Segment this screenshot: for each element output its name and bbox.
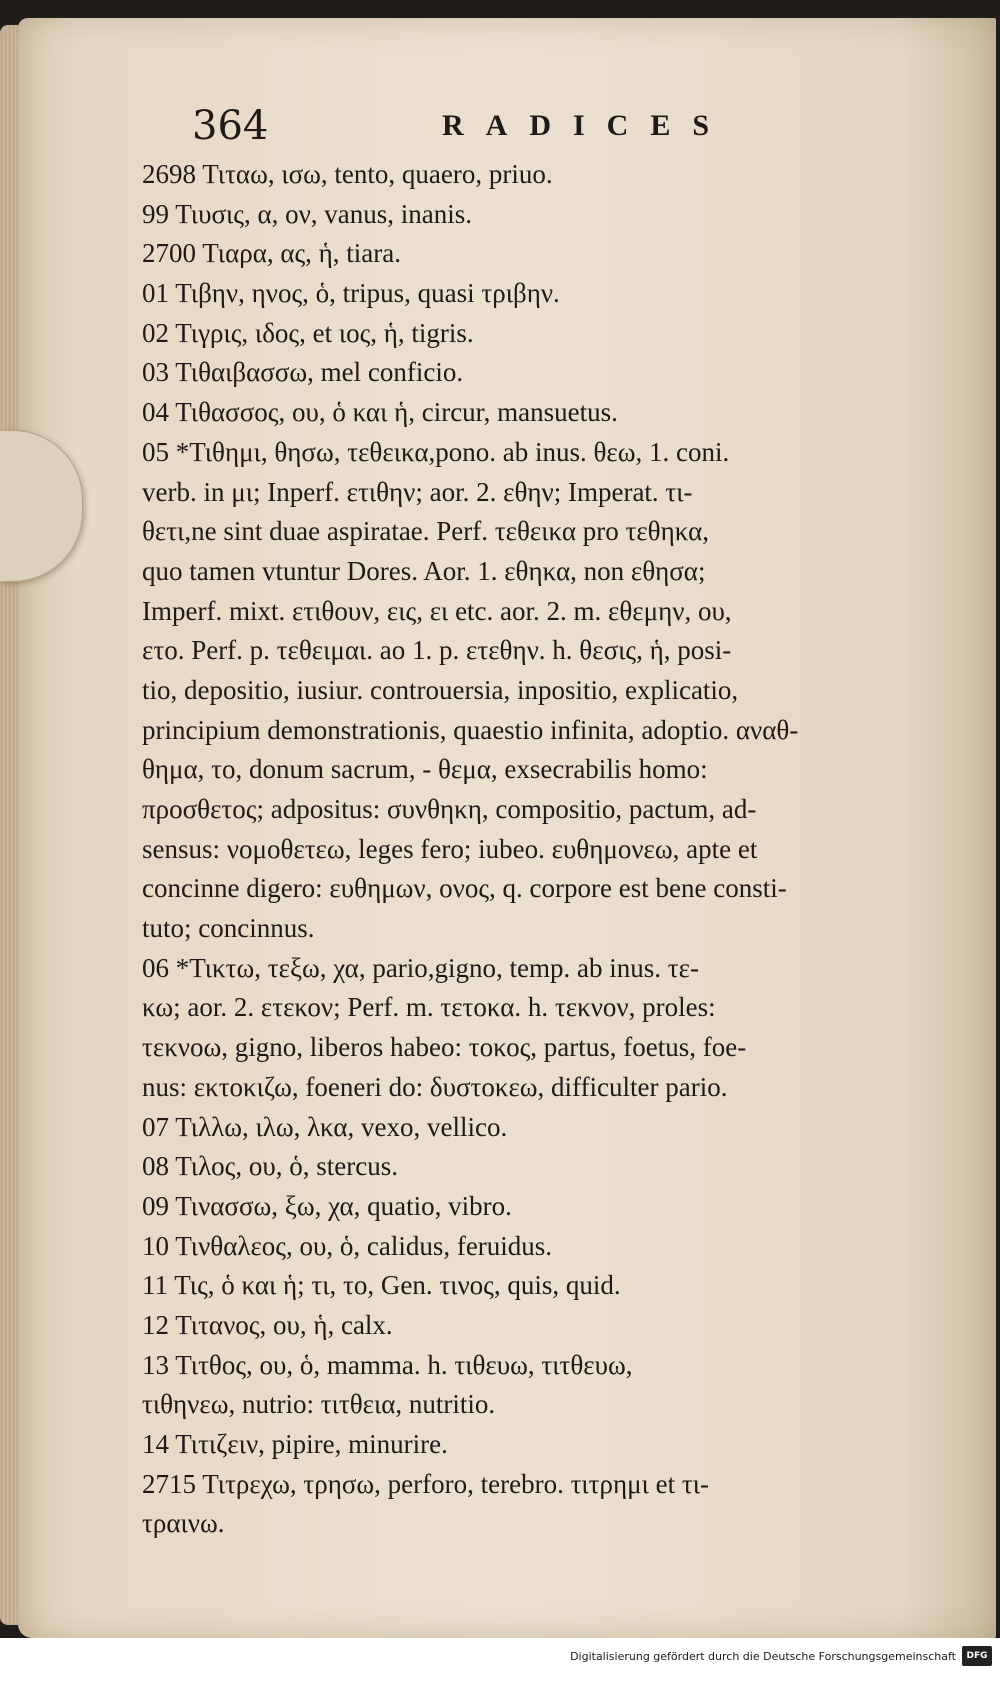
text-line: ετο. Perf. p. τεθειμαι. ao 1. p. ετεθην. h. θεσις, ἡ, posi-: [142, 635, 732, 666]
text-line: 07 Τιλλω, ιλω, λκα, vexo, vellico.: [142, 1111, 508, 1142]
text-line: sensus: νομοθετεω, leges fero; iubeo. ευθημονεω, apte et: [142, 833, 758, 864]
text-line: 2698 Τιταω, ισω, tento, quaero, priuo.: [142, 159, 553, 189]
text-line: Imperf. mixt. ετιθουν, εις, ει etc. aor. 2. m. εθεμην, ου,: [142, 595, 732, 626]
text-line: tio, depositio, iusiur. controuersia, inpositio, explicatio,: [142, 674, 739, 705]
text-line: principium demonstrationis, quaestio infinita, adoptio. αναθ-: [142, 714, 799, 745]
text-line: 09 Τινασσω, ξω, χα, quatio, vibro.: [142, 1190, 512, 1221]
text-line: concinne digero: ευθημων, ονος, q. corpore est bene consti-: [142, 873, 787, 904]
text-line: 06 *Τικτω, τεξω, χα, pario,gigno, temp. ab inus. τε-: [142, 952, 699, 983]
text-line: τιθηνεω, nutrio: τιτθεια, nutritio.: [142, 1389, 496, 1420]
text-line: τραινω.: [142, 1508, 225, 1539]
text-line: θετι,ne sint duae aspiratae. Perf. τεθεικα pro τεθηκα,: [142, 516, 709, 547]
text-line: quo tamen vtuntur Dores. Aor. 1. εθηκα, non εθησα;: [142, 555, 706, 586]
text-line: θημα, το, donum sacrum, - θεμα, exsecrabilis homo:: [142, 754, 708, 785]
text-line: 11 Τις, ὁ και ἡ; τι, το, Gen. τινος, quis, quid.: [142, 1270, 621, 1301]
text-line: 01 Τιβην, ηνος, ὁ, tripus, quasi τριβην.: [142, 278, 560, 309]
page-number: 364: [192, 103, 269, 149]
text-line: 02 Τιγρις, ιδος, et ιος, ἡ, tigris.: [142, 317, 474, 348]
text-line: 10 Τινθαλεος, ου, ὁ, calidus, feruidus.: [142, 1230, 553, 1261]
funding-credit: Digitalisierung gefördert durch die Deutsche Forschungsgemeinschaft: [570, 1650, 956, 1663]
text-line: verb. in μι; Inperf. ετιθην; aor. 2. εθην; Imperat. τι-: [142, 476, 693, 507]
running-head: RADICES: [442, 109, 732, 142]
text-line: 04 Τιθασσος, ου, ὁ και ἡ, circur, mansuetus.: [142, 397, 618, 428]
text-line: 13 Τιτθος, ου, ὁ, mamma. h. τιθευω, τιτθευω,: [142, 1349, 633, 1380]
text-line: 03 Τιθαιβασσω, mel conficio.: [142, 357, 464, 388]
footer-band: [0, 1638, 1000, 1681]
text-line: 2700 Τιαρα, ας, ἡ, tiara.: [142, 238, 402, 269]
text-line: tuto; concinnus.: [142, 913, 315, 944]
page-header: [142, 95, 942, 155]
text-line: τεκνοω, gigno, liberos habeo: τοκος, partus, foetus, foe-: [142, 1032, 747, 1063]
text-block: [142, 95, 942, 1544]
text-line: 12 Τιτανος, ου, ἡ, calx.: [142, 1309, 393, 1340]
text-line: 08 Τιλος, ου, ὁ, stercus.: [142, 1151, 398, 1182]
text-line: 2715 Τιτρεχω, τρησω, perforo, terebro. τιτρημι et τι-: [142, 1468, 709, 1499]
text-line: προσθετος; adpositus: συνθηκη, compositio, pactum, ad-: [142, 794, 757, 824]
text-line: 99 Τιυσις, α, ον, vanus, inanis.: [142, 198, 473, 229]
text-line: 14 Τιτιζειν, pipire, minurire.: [142, 1429, 448, 1459]
text-line: 05 *Τιθημι, θησω, τεθεικα,pono. ab inus. θεω, 1. coni.: [142, 436, 730, 467]
text-line: nus: εκτοκιζω, foeneri do: δυστοκεω, difficulter pario.: [142, 1071, 728, 1102]
entry-lines: [142, 155, 942, 1544]
dfg-logo: DFG: [962, 1646, 992, 1666]
text-line: κω; aor. 2. ετεκον; Perf. m. τετοκα. h. τεκνον, proles:: [142, 992, 716, 1023]
